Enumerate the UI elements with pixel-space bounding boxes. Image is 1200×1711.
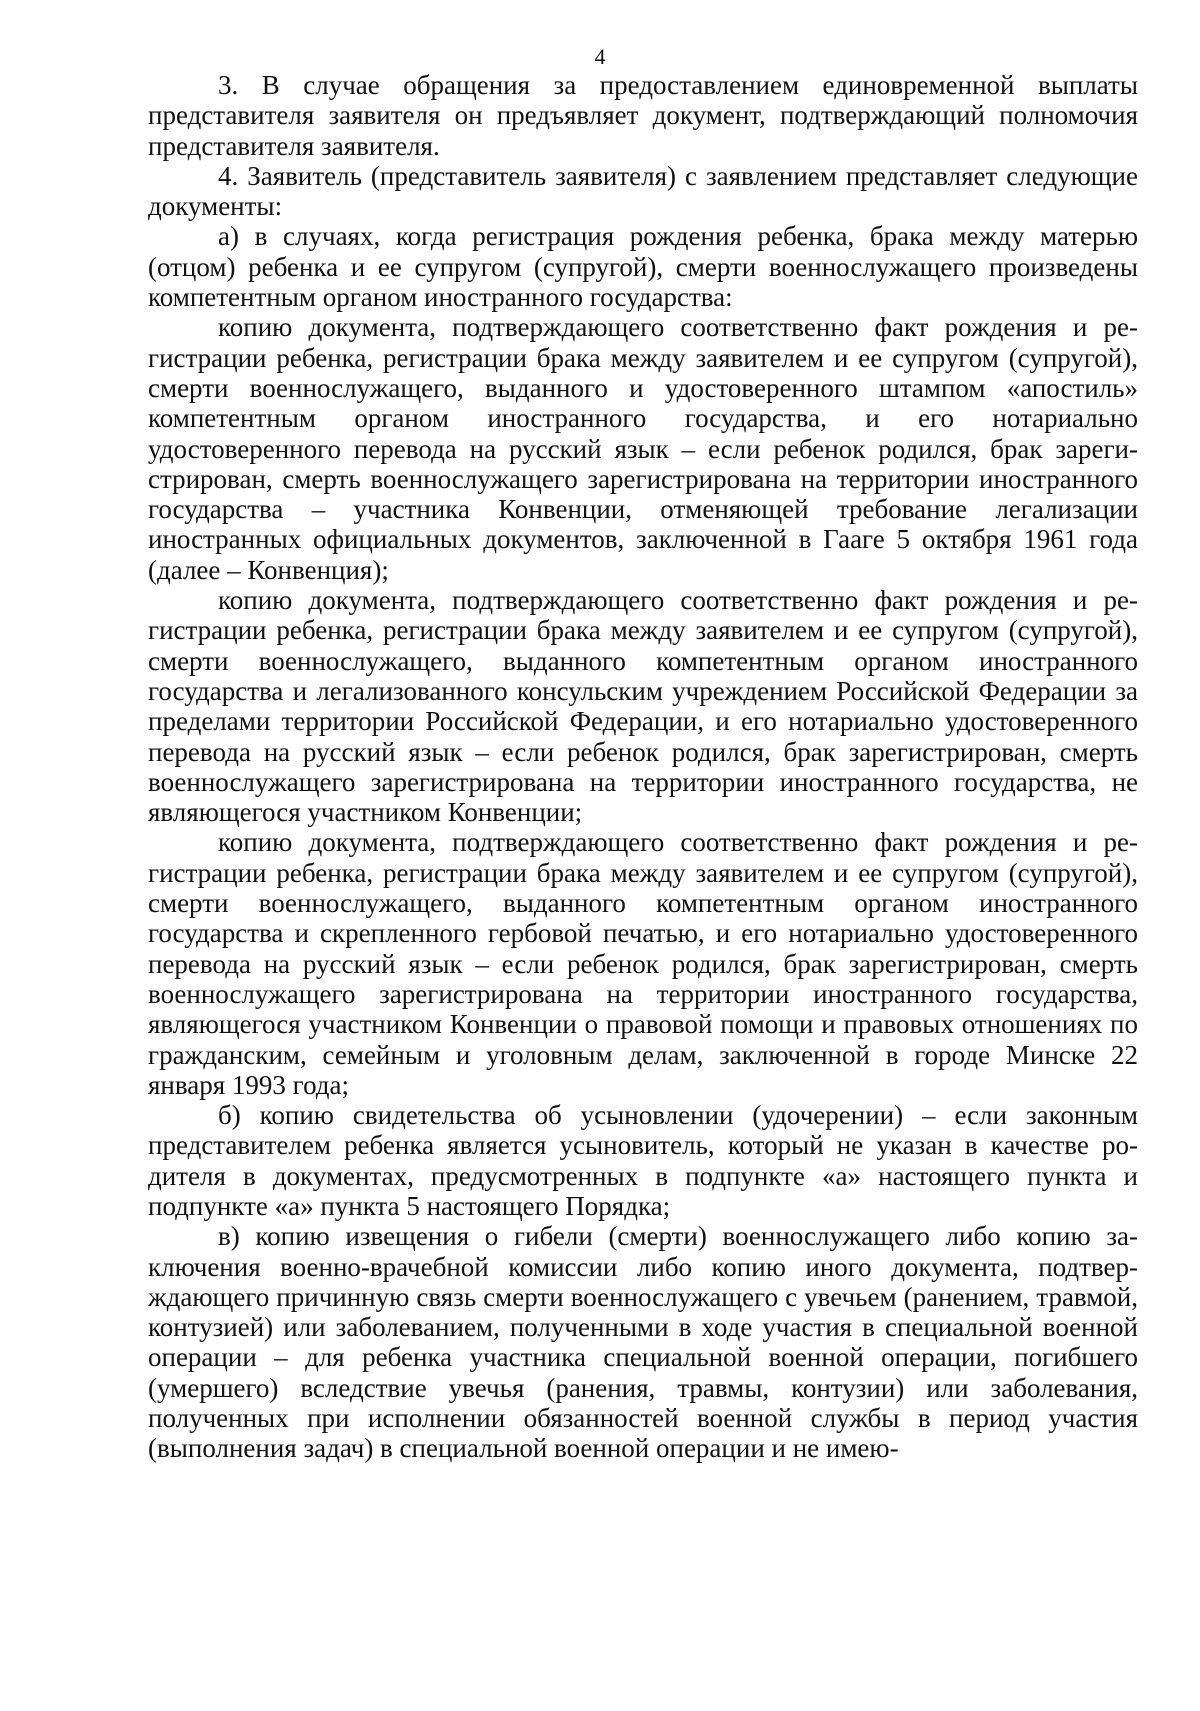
document-body — [148, 70, 1138, 1464]
page-number: 4 — [594, 44, 606, 69]
subparagraph-b: б) копию свидетельства об усыновлении (удочерении) – если законным представителем ребенка является усыновитель, который не указан в качестве родителя в документах, предусмотренных в подпункте «а» настоящего пункта и подпункте «а» пункта 5 настоящего Порядка; — [148, 1100, 1138, 1221]
consular-legalization-clause: копию документа, подтверждающего соответственно факт рождения и регистрации ребенка, регистрации брака между заявителем и ее супругом (супругой), смерти военнослужащего, выданного компетентным органом иностранного государства и легализованного консульским учреждением Российской Федерации за пределами территории Российской Федерации, и его нотариально удостоверенного перевода на русский язык – если ребенок родился, брак зарегистрирован, смерть военнослужащего зарегистрирована на территории иностранного государства, не являющегося участником Конвенции; — [148, 585, 1138, 828]
paragraph-item-4: 4. Заявитель (представитель заявителя) с заявлением представляет следующие документы: — [148, 160, 1138, 222]
subparagraph-v: в) копию извещения о гибели (смерти) военнослужащего либо копию заключения военно-врачебной комиссии либо копию иного документа, подтверждающего причинную связь смерти военнослужащего с увечьем (ранением, травмой, контузией) или заболеванием, полученными в ходе участия в специальной военной операции – для ребенка участника специальной военной операции, погибшего (умершего) вследствие увечья (ранения, травмы, контузии) или заболевания, полученных при исполнении обязанностей военной службы в период участия (выполнения задач) в специальной военной операции и не имею- — [148, 1221, 1138, 1464]
subparagraph-a: а) в случаях, когда регистрация рождения ребенка, брака между матерью (отцом) ребенка и ее супругом (супругой), смерти военнослужащего произведены компетентным органом иностранного государства: — [148, 221, 1138, 313]
minsk-convention-clause: копию документа, подтверждающего соответственно факт рождения и регистрации ребенка, регистрации брака между заявителем и ее супругом (супругой), смерти военнослужащего, выданного компетентным органом иностранного государства и скрепленного гербовой печатью, и его нотариально удостоверенного перевода на русский язык – если ребенок родился, брак зарегистрирован, смерть военнослужащего зарегистрирована на территории иностранного государства, являющегося участником Конвенции о правовой помощи и правовых отношениях по гражданским, семейным и уголовным делам, заключенной в городе Минске 22 января 1993 года; — [148, 827, 1138, 1100]
apostille-clause: копию документа, подтверждающего соответственно факт рождения и регистрации ребенка, регистрации брака между заявителем и ее супругом (супругой), смерти военнослужащего, выданного и удостоверенного штампом «апостиль» компетентным органом иностранного государства, и его нотариально удостоверенного перевода на русский язык – если ребенок родился, брак зарегистрирован, смерть военнослужащего зарегистрирована на территории иностранного государства – участника Конвенции, отменяющей требование легализации иностранных официальных документов, заключенной в Гааге 5 октября 1961 года (далее – Конвенция); — [148, 312, 1138, 585]
paragraph-item-3: 3. В случае обращения за предоставлением единовременной выплаты представителя заявителя он предъявляет документ, подтверждающий полномочия представителя заявителя. — [148, 70, 1138, 161]
